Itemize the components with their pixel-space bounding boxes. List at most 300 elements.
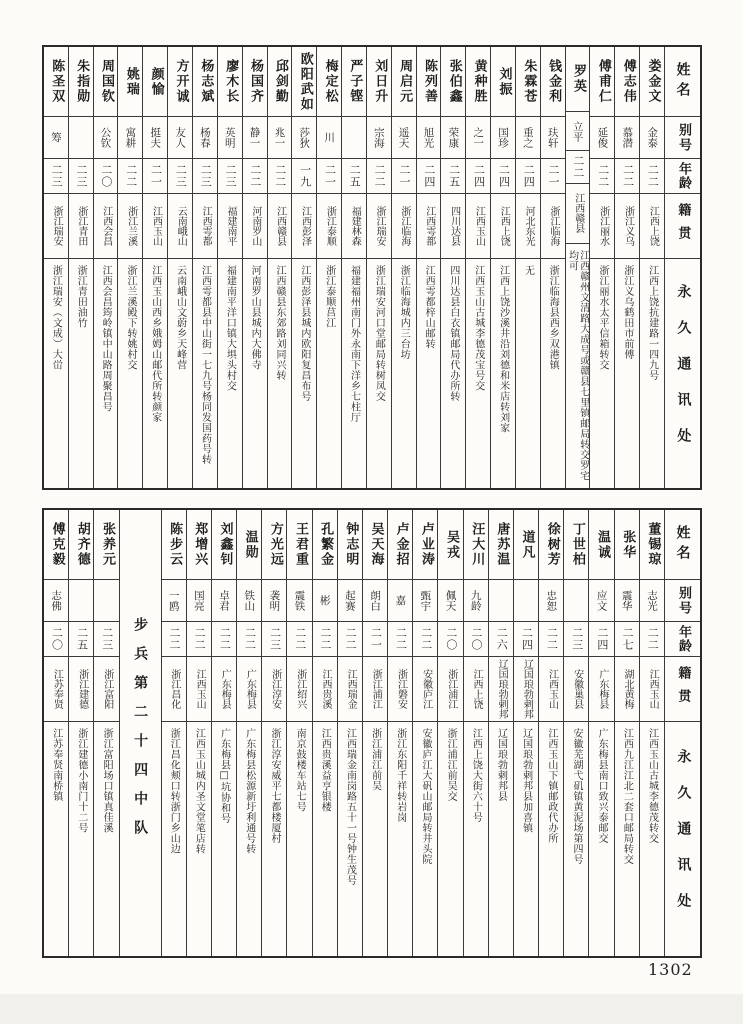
person-age: 二一 [143, 159, 167, 194]
person-address: 浙江临海城内三台坊 [398, 265, 410, 360]
person-alias: 杨春 [193, 117, 217, 159]
person-column [438, 510, 463, 956]
person-name: 孔繁金 [313, 510, 337, 580]
person-address: 江西雩都梓山邮转 [423, 265, 435, 349]
person-native: 四川达县 [441, 194, 465, 259]
person-address: 江西玉山古城李德茂宝号交 [472, 265, 484, 391]
person-age: 二二 [118, 159, 142, 194]
person-address: 江西玉山下镇邮政代办所 [545, 728, 557, 844]
person-native: 河南罗山 [243, 194, 267, 259]
person-column [313, 510, 338, 956]
person-native: 广东梅县 [212, 657, 236, 722]
person-native: 江西雩都 [193, 194, 217, 259]
person-column [69, 510, 94, 956]
person-column [367, 47, 392, 488]
person-native: 浙江浦江 [438, 657, 462, 722]
person-alias [342, 117, 366, 159]
unit-label: 步兵第二十四中队 [132, 617, 149, 849]
person-alias: 彬 [313, 580, 337, 622]
person-name: 卢业涛 [413, 510, 437, 580]
person-native: 云南峨山 [168, 194, 192, 259]
person-name: 张养元 [94, 510, 118, 580]
person-address: 浙江泰顺莒江 [323, 265, 335, 328]
column-headers [665, 510, 700, 956]
person-address: 辽国琅勃剌邦县加喜镇 [520, 728, 532, 833]
person-age: 二二 [640, 159, 664, 194]
person-native: 浙江丽水 [590, 194, 614, 259]
person-alias: 英明 [218, 117, 242, 159]
person-name: 唐苏温 [489, 510, 513, 580]
person-column [342, 47, 367, 488]
person-name: 罗英 [566, 47, 590, 112]
person-name: 卢金招 [388, 510, 412, 580]
person-column [218, 47, 243, 488]
person-age: 二二 [640, 622, 664, 657]
person-address: 江西雩都县中山街一七九号杨同发国药号转 [199, 265, 211, 465]
unit-column [120, 510, 162, 956]
person-alias: 旭光 [417, 117, 441, 159]
person-age: 二二 [338, 622, 362, 657]
person-age: 一九 [292, 159, 316, 194]
person-age: 二二 [388, 622, 412, 657]
person-name: 温诚 [589, 510, 613, 580]
person-native: 江西玉山 [539, 657, 563, 722]
person-column [118, 47, 143, 488]
person-name: 傅克毅 [44, 510, 68, 580]
header-alias: 别号 [665, 117, 700, 159]
person-column [168, 47, 193, 488]
person-native: 福建南平 [218, 194, 242, 259]
person-name: 陈列善 [417, 47, 441, 117]
person-alias: 朗白 [363, 580, 387, 622]
person-native: 湖北黄梅 [615, 657, 639, 722]
person-alias: 宗海 [367, 117, 391, 159]
person-column [441, 47, 466, 488]
person-column [268, 47, 293, 488]
person-name: 张伯鑫 [441, 47, 465, 117]
person-name: 陈圣双 [44, 47, 68, 117]
person-age: 二三 [168, 159, 192, 194]
person-alias: 兆一 [268, 117, 292, 159]
person-name: 陈步云 [162, 510, 186, 580]
person-age: 二〇 [438, 622, 462, 657]
person-age: 二〇 [94, 159, 118, 194]
person-address: 江西上饶沙溪井沿刘德和米店转刘家 [497, 265, 509, 433]
person-address: 浙江瑞安河口堂邮局转树凤交 [373, 265, 385, 402]
person-native: 浙江绍兴 [287, 657, 311, 722]
person-native: 浙江富阳 [94, 657, 118, 722]
person-column [94, 510, 119, 956]
person-name: 吴天海 [363, 510, 387, 580]
person-alias: 震铁 [287, 580, 311, 622]
person-alias: 起赛 [338, 580, 362, 622]
person-native: 浙江临海 [541, 194, 565, 259]
person-native: 江西贵溪 [313, 657, 337, 722]
person-age: 二五 [69, 622, 93, 657]
person-column [262, 510, 287, 956]
person-name: 黄种胜 [466, 47, 490, 117]
person-column [94, 47, 119, 488]
person-alias: 立平 [566, 112, 590, 151]
person-address: 浙江义乌鹤田市前傅 [621, 265, 633, 360]
person-alias: 友人 [168, 117, 192, 159]
person-name: 严子铿 [342, 47, 366, 117]
person-native: 江西玉山 [640, 657, 664, 722]
person-column [413, 510, 438, 956]
person-name: 颜愉 [143, 47, 167, 117]
person-column [539, 510, 564, 956]
top-roster-table [42, 45, 702, 490]
person-address: 浙江瑞安（文成）大峃 [50, 265, 62, 370]
person-native: 江西上饶 [464, 657, 488, 722]
person-native: 浙江临海 [392, 194, 416, 259]
person-alias: 卓君 [212, 580, 236, 622]
person-native: 江西玉山 [466, 194, 490, 259]
person-age: 二五 [342, 159, 366, 194]
person-native: 福建林森 [342, 194, 366, 259]
person-name: 傅志伟 [615, 47, 639, 117]
person-address: 江西瑞金南岗路五十一号钟生茂号 [344, 728, 356, 886]
person-address: 浙江富阳场口镇真佳溪 [101, 728, 113, 833]
person-name: 钟志明 [338, 510, 362, 580]
person-age: 二二 [162, 622, 186, 657]
person-address: 浙江青田油竹 [75, 265, 87, 328]
person-address: 浙江兰溪殿下转姚村交 [124, 265, 136, 370]
person-column [237, 510, 262, 956]
person-name: 周国钦 [94, 47, 118, 117]
person-column [590, 47, 615, 488]
person-name: 朱指勋 [69, 47, 93, 117]
person-address: 江苏奉贤南桥镇 [50, 728, 62, 802]
person-age: 二三 [193, 159, 217, 194]
person-name: 郑增兴 [187, 510, 211, 580]
person-alias: 志佛 [44, 580, 68, 622]
person-alias: 川 [317, 117, 341, 159]
person-address: 云南峨山文蔚乡天峰营 [174, 265, 186, 370]
person-alias: 铁山 [237, 580, 261, 622]
person-age: 二一 [317, 159, 341, 194]
person-address: 江西赣县东郊路刘同兴转 [274, 265, 286, 381]
person-alias [514, 580, 538, 622]
person-alias: 应文 [589, 580, 613, 622]
person-address: 浙江建德小南门十二号 [75, 728, 87, 833]
person-native: 浙江义乌 [615, 194, 639, 259]
person-address: 江西彭泽县城内欧阳复昌布号 [298, 265, 310, 402]
person-age: 二四 [516, 159, 540, 194]
person-name: 徐树芳 [539, 510, 563, 580]
person-native: 浙江建德 [69, 657, 93, 722]
person-age: 二四 [491, 159, 515, 194]
person-alias: 佩天 [438, 580, 462, 622]
person-name: 道凡 [514, 510, 538, 580]
header-name: 姓名 [665, 510, 700, 580]
person-alias: 公钦 [94, 117, 118, 159]
person-native: 浙江瑞安 [367, 194, 391, 259]
person-address: 浙江临海县西乡双港镇 [547, 265, 559, 370]
person-name: 姚瑞 [118, 47, 142, 117]
person-native: 江西玉山 [187, 657, 211, 722]
person-name: 丁世柏 [564, 510, 588, 580]
person-age: 二三 [94, 622, 118, 657]
person-alias: 慕潜 [615, 117, 639, 159]
header-alias: 别号 [665, 580, 700, 622]
person-name: 杨国齐 [243, 47, 267, 117]
person-name: 欧阳武如 [292, 47, 316, 117]
person-name: 董锡琼 [640, 510, 664, 580]
person-address: 浙江浦江前吴 [369, 728, 381, 791]
person-native: 江西雩都 [417, 194, 441, 259]
person-address: 南京鼓楼车站七号 [294, 728, 306, 812]
person-age: 二二 [566, 151, 590, 184]
person-age: 二二 [268, 159, 292, 194]
person-name: 方开诚 [168, 47, 192, 117]
person-address: 江西上饶抗建路一四九号 [646, 265, 658, 381]
person-column [640, 47, 665, 488]
person-address: 无 [522, 265, 534, 276]
person-age: 二四 [417, 159, 441, 194]
person-age: 二〇 [464, 622, 488, 657]
person-column [69, 47, 94, 488]
person-address: 福建南平洋口镇大埧头村交 [224, 265, 236, 391]
person-column [541, 47, 566, 488]
person-alias: 国亮 [187, 580, 211, 622]
person-column [514, 510, 539, 956]
person-address: 江西上饶大街六十号 [470, 728, 482, 823]
person-native: 安徽巢县 [564, 657, 588, 722]
person-column [615, 510, 640, 956]
person-age: 二二 [615, 159, 639, 194]
person-column [640, 510, 665, 956]
person-native: 辽国琅勃剌邦 [489, 657, 513, 722]
person-name: 杨志斌 [193, 47, 217, 117]
person-column [566, 47, 591, 488]
person-alias [69, 580, 93, 622]
person-column [516, 47, 541, 488]
page-number: 1302 [648, 960, 693, 979]
person-age: 二二 [237, 622, 261, 657]
person-native: 浙江昌化 [162, 657, 186, 722]
column-headers [665, 47, 700, 488]
person-age: 二二 [187, 622, 211, 657]
person-alias: 荣康 [441, 117, 465, 159]
person-age: 二二 [243, 159, 267, 194]
person-address: 江西玉山城内圣文堂笔店转 [193, 728, 205, 854]
person-name: 胡齐德 [69, 510, 93, 580]
person-column [292, 47, 317, 488]
person-age: 二二 [539, 622, 563, 657]
person-native: 浙江泰顺 [317, 194, 341, 259]
person-name: 朱霖苍 [516, 47, 540, 117]
person-native: 江西赣县 [566, 184, 590, 245]
person-alias: 筹 [44, 117, 68, 159]
person-column [243, 47, 268, 488]
person-column [187, 510, 212, 956]
bottom-roster-table [42, 508, 702, 958]
person-column [338, 510, 363, 956]
header-name: 姓名 [665, 47, 700, 117]
person-address: 浙江淳安威平七都楼厦村 [268, 728, 280, 844]
person-age: 二四 [514, 622, 538, 657]
person-native: 江西玉山 [143, 194, 167, 259]
person-native: 河北东光 [516, 194, 540, 259]
person-age: 二四 [589, 622, 613, 657]
person-alias: 寓耕 [118, 117, 142, 159]
person-address: 浙江浦江前吴交 [445, 728, 457, 802]
person-alias: 一鸥 [162, 580, 186, 622]
person-name: 吴戎 [438, 510, 462, 580]
person-column [162, 510, 187, 956]
person-column [489, 510, 514, 956]
person-alias: 重之 [516, 117, 540, 159]
person-column [466, 47, 491, 488]
person-name: 王君重 [287, 510, 311, 580]
person-alias: 嘉 [388, 580, 412, 622]
header-native: 籍贯 [665, 194, 700, 259]
person-age: 二〇 [44, 622, 68, 657]
person-name: 邱剑勤 [268, 47, 292, 117]
person-alias: 玞轩 [541, 117, 565, 159]
person-column [491, 47, 516, 488]
person-native: 江西瑞金 [338, 657, 362, 722]
person-age: 二一 [363, 622, 387, 657]
person-name: 傅甫仁 [590, 47, 614, 117]
person-name: 温勋 [237, 510, 261, 580]
person-column [212, 510, 237, 956]
person-age: 二三 [69, 159, 93, 194]
person-column [44, 510, 69, 956]
person-address: 安徽芜湖弋矶镇黄泥场第四号 [571, 728, 582, 865]
person-name: 刘鑫钊 [212, 510, 236, 580]
person-native: 浙江浦江 [363, 657, 387, 722]
person-alias: 九龄 [464, 580, 488, 622]
person-address: 浙江丽水太平信箱转交 [596, 265, 608, 370]
person-address: 四川达县白衣镇邮局代办所转 [447, 265, 459, 402]
person-name: 梅定松 [317, 47, 341, 117]
person-alias: 志光 [640, 580, 664, 622]
person-alias: 延俊 [590, 117, 614, 159]
person-name: 周启元 [392, 47, 416, 117]
person-address: 辽国琅勃剌邦县 [495, 728, 507, 802]
person-name: 张华 [615, 510, 639, 580]
person-native: 浙江瑞安 [44, 194, 68, 259]
person-column [388, 510, 413, 956]
person-name: 方光远 [262, 510, 286, 580]
person-alias: 之一 [466, 117, 490, 159]
person-age: 二七 [615, 622, 639, 657]
person-address: 江西玉山西乡娥姆山邮代所转颜家 [149, 265, 161, 423]
person-native: 浙江兰溪 [118, 194, 142, 259]
person-alias: 静一 [243, 117, 267, 159]
person-address: 河南罗山县城内大佛寺 [249, 265, 261, 370]
person-alias: 忠恕 [539, 580, 563, 622]
person-age: 二二 [287, 622, 311, 657]
person-address: 广东梅县松源新圩利通号转 [243, 728, 255, 854]
person-alias: 袭明 [262, 580, 286, 622]
person-column [615, 47, 640, 488]
header-address: 永久通讯处 [675, 749, 692, 929]
person-name: 钱金利 [541, 47, 565, 117]
person-alias [69, 117, 93, 159]
person-address: 江西九江江北二套口邮局转交 [621, 728, 633, 865]
person-alias: 遥天 [392, 117, 416, 159]
person-native: 浙江青田 [69, 194, 93, 259]
person-column [464, 510, 489, 956]
person-alias: 国珍 [491, 117, 515, 159]
person-name: 娄金文 [640, 47, 664, 117]
person-column [143, 47, 168, 488]
person-name: 廖木长 [218, 47, 242, 117]
person-native: 浙江磐安 [388, 657, 412, 722]
person-name: 刘振 [491, 47, 515, 117]
person-address: 江西玉山古城李德茂转交 [646, 728, 658, 844]
person-name: 刘日升 [367, 47, 391, 117]
person-address: 江西贵溪益亨银楼 [319, 728, 331, 812]
person-native: 江西彭泽 [292, 194, 316, 259]
person-name: 汪大川 [464, 510, 488, 580]
person-age: 二二 [313, 622, 337, 657]
person-native: 浙江淳安 [262, 657, 286, 722]
person-age: 二一 [541, 159, 565, 194]
person-address: 广东梅县南口致兴泰邮交 [596, 728, 608, 844]
person-alias [94, 580, 118, 622]
person-column [193, 47, 218, 488]
person-column [287, 510, 312, 956]
person-age: 二三 [262, 622, 286, 657]
person-address: 浙江东阳千祥转岩岗 [394, 728, 406, 823]
person-column [363, 510, 388, 956]
person-alias: 金泰 [640, 117, 664, 159]
person-column [564, 510, 589, 956]
person-native: 江西赣县 [268, 194, 292, 259]
person-address: 广东梅县□坑协和号 [218, 728, 230, 824]
person-age: 二六 [489, 622, 513, 657]
person-native: 江西会昌 [94, 194, 118, 259]
person-address: 浙江昌化颊口转浙门乡山边 [168, 728, 180, 854]
person-address: 福建福州南门外永南下洋乡七柱厅 [348, 265, 360, 423]
person-alias: 甄宇 [413, 580, 437, 622]
person-native: 安徽庐江 [413, 657, 437, 722]
header-age: 年龄 [665, 622, 700, 657]
person-age: 二二 [413, 622, 437, 657]
header-address: 永久通讯处 [675, 283, 692, 464]
person-native: 广东梅县 [237, 657, 261, 722]
person-native: 广东梅县 [589, 657, 613, 722]
person-address: 江西会昌筠岭镇中山路周聚昌号 [100, 265, 112, 412]
person-column [44, 47, 69, 488]
person-address: 安徽庐江大矾山邮局转井头院 [419, 728, 431, 865]
person-age: 二二 [212, 622, 236, 657]
person-column [417, 47, 442, 488]
person-age: 二二 [367, 159, 391, 194]
person-age: 二四 [466, 159, 490, 194]
person-alias: 震华 [615, 580, 639, 622]
person-native: 江苏奉贤 [44, 657, 68, 722]
person-age: 二二 [590, 159, 614, 194]
person-native: 江西上饶 [640, 194, 664, 259]
person-alias [564, 580, 588, 622]
person-age: 二三 [44, 159, 68, 194]
person-column [589, 510, 614, 956]
person-age: 二三 [218, 159, 242, 194]
person-age: 二五 [441, 159, 465, 194]
person-age: 二一 [392, 159, 416, 194]
person-column [392, 47, 417, 488]
person-native: 江西上饶 [491, 194, 515, 259]
person-alias [489, 580, 513, 622]
person-native: 辽国琅勃剌邦 [514, 657, 538, 722]
person-age: 二三 [564, 622, 588, 657]
person-alias: 莎狄 [292, 117, 316, 159]
